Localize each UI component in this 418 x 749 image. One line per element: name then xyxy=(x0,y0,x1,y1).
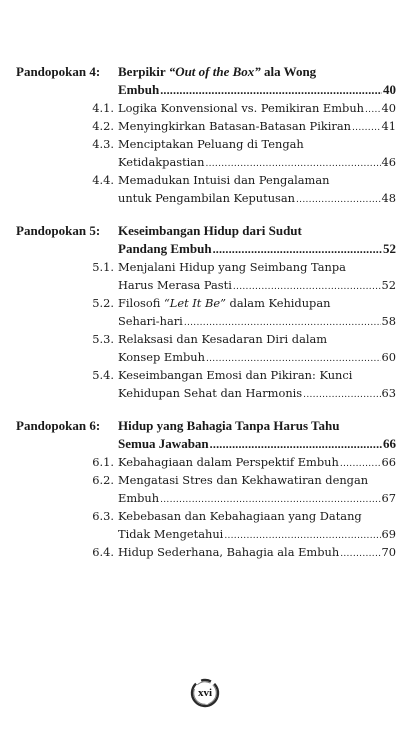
section-entry[interactable]: Konsep Embuh ..... 60 xyxy=(118,348,396,368)
section-number: 6.1. xyxy=(92,455,114,469)
section-entry[interactable]: Ketidakpastian ..... 46 xyxy=(118,153,396,173)
chapter-label: Pandopokan 5: xyxy=(16,223,101,238)
chapter-entry[interactable]: Semua Jawaban ..... 66 xyxy=(118,435,396,453)
section-number: 5.1. xyxy=(92,260,114,274)
page-number: 66 xyxy=(383,436,396,451)
chapter-entry[interactable]: Embuh ..... 40 xyxy=(118,81,396,99)
section-text-line: Menjalani Hidup yang Seimbang Tanpa xyxy=(118,260,346,274)
section-text-line: Kebebasan dan Kebahagiaan yang Datang xyxy=(118,509,362,523)
section-number: 4.3. xyxy=(92,137,114,151)
section-entry[interactable]: Hidup Sederhana, Bahagia ala Embuh ..... 70 xyxy=(118,543,396,563)
section-text-line: Filosofi “Let It Be” dalam Kehidupan xyxy=(118,296,331,310)
section-entry[interactable]: Kehidupan Sehat dan Harmonis ..... 63 xyxy=(118,384,396,404)
page-number: 40 xyxy=(383,82,396,97)
section-number: 4.1. xyxy=(92,101,114,115)
chapter-title-line: Keseimbangan Hidup dari Sudut xyxy=(118,223,302,238)
section-number: 6.3. xyxy=(92,509,114,523)
section-entry[interactable]: Menyingkirkan Batasan-Batasan Pikiran ..... 41 xyxy=(118,117,396,137)
chapter-entry[interactable]: Pandang Embuh ..... 52 xyxy=(118,240,396,258)
section-number: 6.2. xyxy=(92,473,114,487)
folio: xvi xyxy=(197,687,213,699)
section-entry[interactable]: untuk Pengambilan Keputusan ..... 48 xyxy=(118,189,396,209)
section-text-line: Mengatasi Stres dan Kekhawatiran dengan xyxy=(118,473,369,487)
section-number: 6.4. xyxy=(92,545,114,559)
chapter-label: Pandopokan 6: xyxy=(16,418,101,433)
chapter-title-line: Hidup yang Bahagia Tanpa Harus Tahu xyxy=(118,418,340,433)
section-number: 5.4. xyxy=(92,368,114,382)
section-entry[interactable]: Embuh ..... 67 xyxy=(118,489,396,509)
section-entry[interactable]: Harus Merasa Pasti ..... 52 xyxy=(118,276,396,296)
section-number: 4.2. xyxy=(92,119,114,133)
page-number-badge xyxy=(188,676,222,710)
section-number: 5.3. xyxy=(92,332,114,346)
section-entry[interactable]: Logika Konvensional vs. Pemikiran Embuh ..... 40 xyxy=(118,99,396,119)
section-number: 5.2. xyxy=(92,296,114,310)
page-number: 52 xyxy=(383,241,396,256)
chapter-title-line: Berpikir “Out of the Box” ala Wong xyxy=(118,64,317,79)
section-text-line: Memadukan Intuisi dan Pengalaman xyxy=(118,173,330,187)
section-number: 4.4. xyxy=(92,173,114,187)
section-text-line: Menciptakan Peluang di Tengah xyxy=(118,137,304,151)
chapter-label: Pandopokan 4: xyxy=(16,64,101,79)
section-entry[interactable]: Kebahagiaan dalam Perspektif Embuh ..... 66 xyxy=(118,453,396,473)
section-entry[interactable]: Sehari-hari ..... 58 xyxy=(118,312,396,332)
section-entry[interactable]: Tidak Mengetahui ..... 69 xyxy=(118,525,396,545)
section-text-line: Keseimbangan Emosi dan Pikiran: Kunci xyxy=(118,368,353,382)
section-text-line: Relaksasi dan Kesadaran Diri dalam xyxy=(118,332,328,346)
